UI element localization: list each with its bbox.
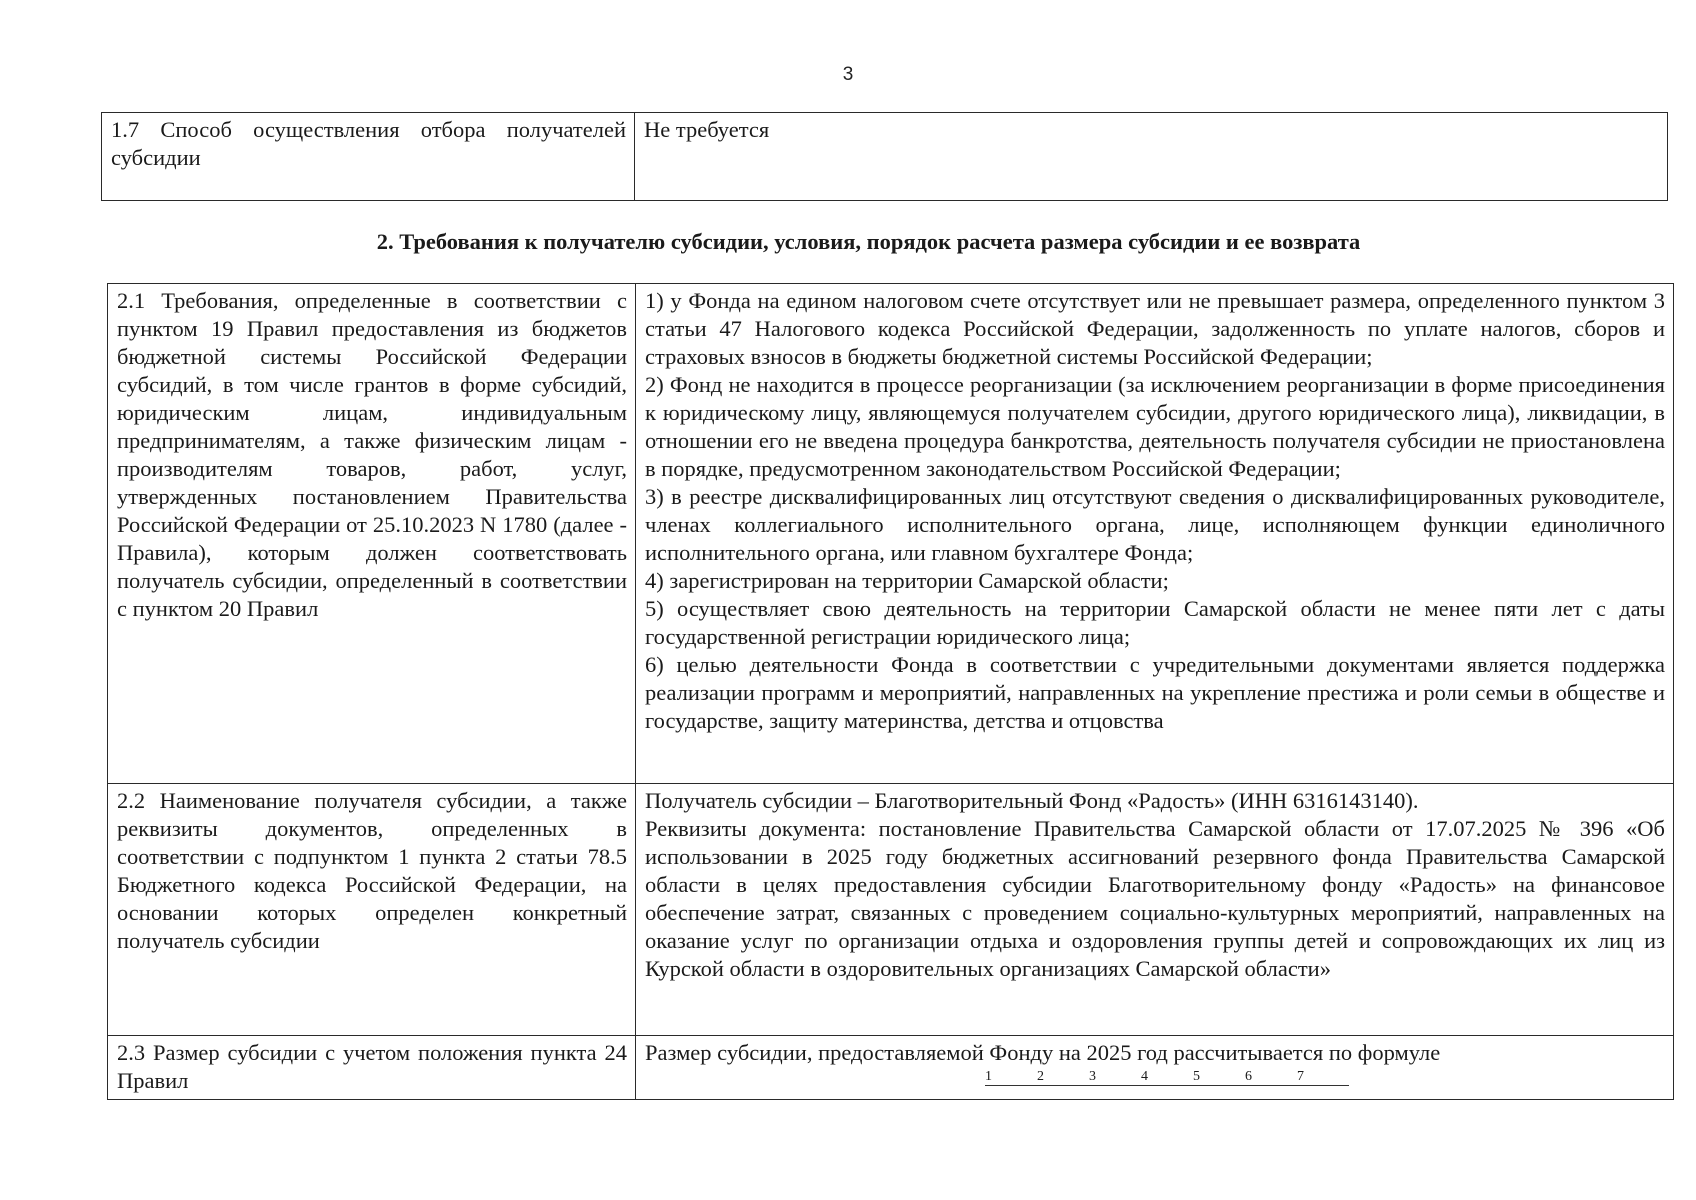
formula-index: 1 bbox=[985, 1069, 1037, 1086]
row-value-1-7: Не требуется bbox=[635, 113, 1668, 201]
formula-indices bbox=[985, 1069, 1665, 1086]
formula-index: 7 bbox=[1297, 1069, 1349, 1086]
row-label-2-1: 2.1 Требования, определенные в соответствии с пунктом 19 Правил предоставления из бюджетов бюджетной системы Российской Федерации субсидий, в том числе грантов в форме субсидий, юридическим лицам, индивидуальным предпринимателям, а также физическим лицам - производителям товаров, работ, услуг, утвержденных постановлением Правительства Российской Федерации от 25.10.2023 N 1780 (далее - Правила), которым должен соответствовать получатель субсидии, определенный в соответствии с пунктом 20 Правил bbox=[108, 284, 636, 784]
page-number: 3 bbox=[842, 64, 854, 85]
table-row bbox=[108, 284, 1674, 784]
formula-index: 3 bbox=[1089, 1069, 1141, 1086]
row-label-1-7: 1.7 Способ осуществления отбора получателей субсидии bbox=[102, 113, 635, 201]
requirement-item-2: 2) Фонд не находится в процессе реорганизации (за исключением реорганизации в форме присоединения к юридическому лицу, являющемуся получателем субсидии, другого юридического лица), ликвидации, в отношении его не введена процедура банкротства, деятельность получателя субсидии не приостановлена в порядке, предусмотренном законодательством Российской Федерации; bbox=[645, 372, 1665, 481]
requirement-item-1: 1) у Фонда на едином налоговом счете отсутствует или не превышает размера, определенного пунктом 3 статьи 47 Налогового кодекса Российской Федерации, задолженность по уплате налогов, сборов и страховых взносов в бюджеты бюджетной системы Российской Федерации; bbox=[645, 288, 1665, 369]
formula-index: 4 bbox=[1141, 1069, 1193, 1086]
row-label-2-3: 2.3 Размер субсидии с учетом положения пункта 24 Правил bbox=[108, 1036, 636, 1100]
table-section-2 bbox=[107, 283, 1674, 1100]
subsidy-size-text: Размер субсидии, предоставляемой Фонду на 2025 год рассчитывается по формуле bbox=[645, 1040, 1441, 1065]
recipient-name: Получатель субсидии – Благотворительный Фонд «Радость» (ИНН 6316143140). bbox=[645, 788, 1419, 813]
formula-index: 5 bbox=[1193, 1069, 1245, 1086]
row-label-2-2: 2.2 Наименование получателя субсидии, а также реквизиты документов, определенных в соответствии с подпунктом 1 пункта 2 статьи 78.5 Бюджетного кодекса Российской Федерации, на основании которых определен конкретный получатель субсидии bbox=[108, 784, 636, 1036]
requirement-item-4: 4) зарегистрирован на территории Самарской области; bbox=[645, 568, 1169, 593]
requirement-item-5: 5) осуществляет свою деятельность на территории Самарской области не менее пяти лет с даты государственной регистрации юридического лица; bbox=[645, 596, 1665, 649]
requirement-item-3: 3) в реестре дисквалифицированных лиц отсутствуют сведения о дисквалифицированных руководителе, членах коллегиального исполнительного органа, лице, исполняющем функции единоличного исполнительного органа, или главном бухгалтере Фонда; bbox=[645, 484, 1665, 565]
table-row bbox=[108, 1036, 1674, 1100]
table-row bbox=[108, 784, 1674, 1036]
row-value-2-1 bbox=[636, 284, 1674, 784]
section-2-heading: 2. Требования к получателю субсидии, условия, порядок расчета размера субсидии и ее возврата bbox=[376, 229, 1361, 254]
formula-index: 6 bbox=[1245, 1069, 1297, 1086]
requirement-item-6: 6) целью деятельности Фонда в соответствии с учредительными документами является поддержка реализации программ и мероприятий, направленных на укрепление престижа и роли семьи в обществе и государстве, защиту материнства, детства и отцовства bbox=[645, 652, 1665, 733]
row-value-2-3 bbox=[636, 1036, 1674, 1100]
table-row bbox=[102, 113, 1668, 201]
document-details: Реквизиты документа: постановление Правительства Самарской области от 17.07.2025 № 396 «Об использовании в 2025 году бюджетных ассигнований резервного фонда Правительства Самарской области в целях предоставления субсидии Благотворительному фонду «Радость» на финансовое обеспечение затрат, связанных с проведением социально-культурных мероприятий, направленных на оказание услуг по организации отдыха и оздоровления группы детей и сопровождающих их лиц из Курской области в оздоровительных организациях Самарской области» bbox=[645, 816, 1665, 981]
formula-index: 2 bbox=[1037, 1069, 1089, 1086]
table-section-1 bbox=[101, 112, 1668, 201]
row-value-2-2 bbox=[636, 784, 1674, 1036]
